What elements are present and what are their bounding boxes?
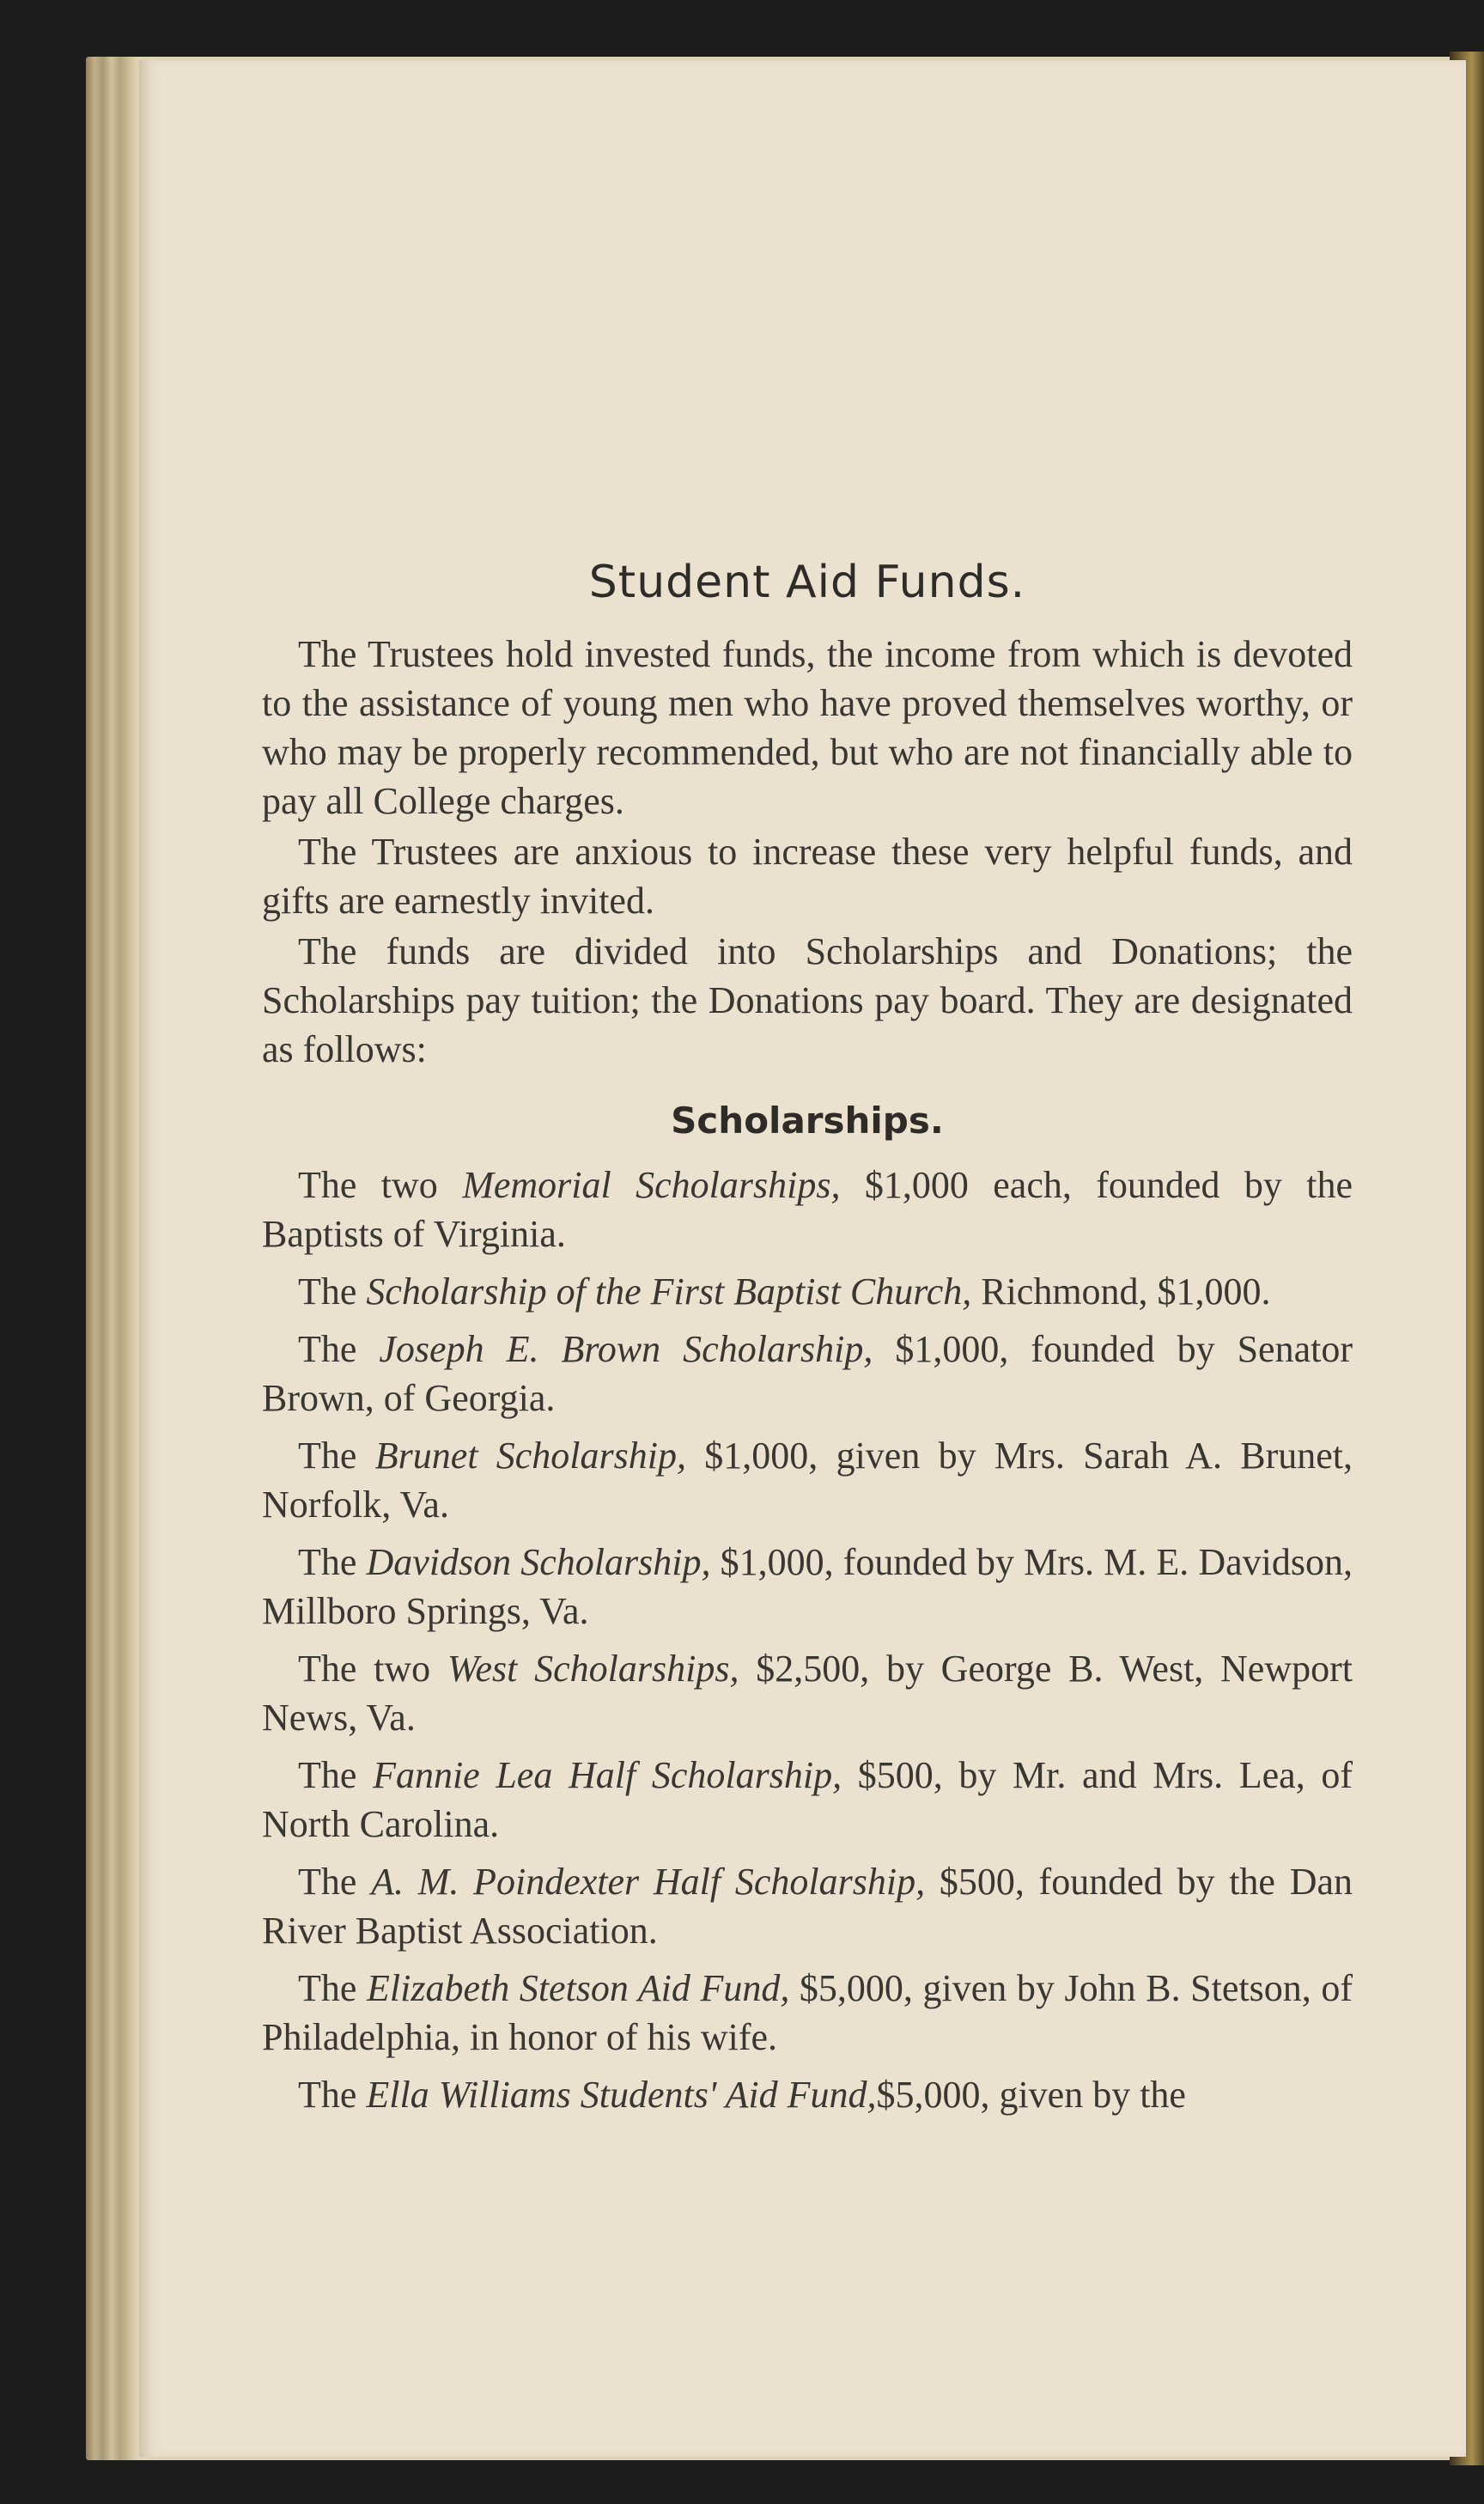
intro-paragraph: The Trustees are anxious to increase these very helpful funds, and gifts are earnestly invited. [262, 831, 1353, 922]
scholarship-name: A. M. Poindexter Half Scholarship, [371, 1861, 926, 1903]
entry-prefix: The [298, 1328, 380, 1370]
scholarship-entry [262, 1325, 1353, 1423]
scholarship-entry [262, 2070, 1353, 2119]
entry-prefix: The [298, 1435, 375, 1477]
entry-prefix: The [298, 1754, 374, 1796]
scholarship-name: Davidson Scholarship, [366, 1541, 711, 1583]
scholarship-entry [262, 1267, 1353, 1316]
entry-details: $500, founded by the Dan River Baptist Association. [262, 1861, 1353, 1952]
scholarship-entry [262, 1161, 1353, 1258]
entry-details: $1,000, founded by Senator Brown, of Georgia. [262, 1328, 1353, 1419]
entry-prefix: The [298, 1861, 372, 1903]
scholarship-name: Ella Williams Students' Aid Fund, [366, 2074, 877, 2116]
entry-details: $1,000 each, founded by the Baptists of Virginia. [262, 1164, 1353, 1255]
scholarship-name: Brunet Scholarship, [374, 1435, 686, 1477]
scholarship-list [262, 1161, 1353, 2119]
scholarship-entry [262, 1644, 1353, 1742]
scholarship-entry [262, 1964, 1353, 2062]
scholarship-entry [262, 1857, 1353, 1955]
page-text [262, 558, 1353, 2128]
entry-details: $1,000, founded by Mrs. M. E. Davidson, Millboro Springs, Va. [262, 1541, 1353, 1632]
scholarship-name: Elizabeth Stetson Aid Fund, [367, 1967, 790, 2009]
entry-prefix: The [298, 2074, 367, 2116]
scholarship-entry [262, 1538, 1353, 1636]
entry-details: $5,000, given by John B. Stetson, of Philadelphia, in honor of his wife. [262, 1967, 1353, 2058]
entry-prefix: The [298, 1270, 367, 1313]
page-title: Student Aid Funds. [588, 557, 1026, 608]
entry-prefix: The [298, 1967, 368, 2009]
entry-prefix: The two [298, 1164, 463, 1206]
entry-details: Richmond, $1,000. [971, 1270, 1271, 1313]
intro-paragraph: The funds are divided into Scholarships and Donations; the Scholarships pay tuition; the Donations pay board. They are designated as follows: [262, 930, 1353, 1070]
section-heading: Scholarships. [671, 1100, 944, 1142]
scholarship-name: Memorial Scholarships, [462, 1164, 841, 1206]
scholarship-name: Joseph E. Brown Scholarship, [379, 1328, 873, 1370]
entry-details: $1,000, given by Mrs. Sarah A. Brunet, Norfolk, Va. [262, 1435, 1353, 1526]
scholarship-name: Fannie Lea Half Scholarship, [373, 1754, 842, 1796]
entry-prefix: The [298, 1541, 367, 1583]
entry-details: $2,500, by George B. West, Newport News, Va. [262, 1648, 1353, 1739]
scholarship-name: Scholarship of the First Baptist Church, [366, 1270, 972, 1313]
scholarship-entry [262, 1431, 1353, 1529]
entry-details: $5,000, given by the [876, 2074, 1186, 2116]
entry-details: $500, by Mr. and Mrs. Lea, of North Carolina. [262, 1754, 1353, 1845]
scholarship-entry [262, 1751, 1353, 1849]
entry-prefix: The two [298, 1648, 447, 1690]
scholarship-name: West Scholarships, [447, 1648, 739, 1690]
intro-paragraph: The Trustees hold invested funds, the income from which is devoted to the assistance of young men who have proved themselves worthy, or who may be properly recommended, but who are not financially able to pay all College charges. [262, 633, 1353, 822]
